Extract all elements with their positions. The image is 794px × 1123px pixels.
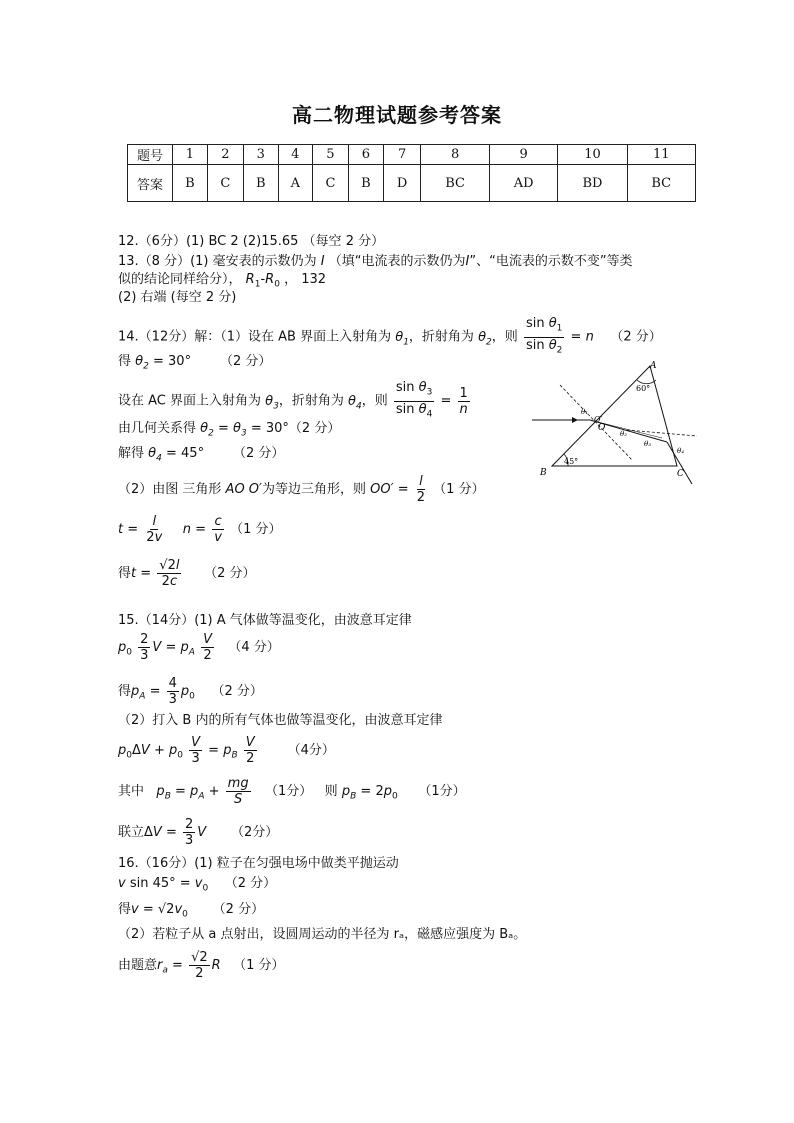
table-cell: 7	[383, 145, 421, 165]
table-cell: A	[278, 165, 312, 202]
q16-line-5: 由题意$r_a$ = $\frac{√2}{2}$ R （1 分）	[118, 950, 285, 981]
math-fraction: $\frac{\sin \theta_1}{\sin \theta_2}$	[525, 316, 563, 356]
q15-line-1: 15.（14分）(1) A 气体做等温变化，由波意耳定律	[118, 613, 412, 628]
q14-text: = 30°	[153, 354, 192, 369]
table-cell: BC	[627, 165, 695, 202]
q16-line-3: 得$v = √2v_0$ （2 分）	[118, 902, 265, 920]
q14-text: 得	[118, 566, 132, 581]
score-label: （2 分）	[212, 902, 265, 917]
score-label: （1 分）	[433, 482, 485, 497]
q15-text: 得	[118, 684, 132, 699]
q13-text: （填“电流表的示数仍为	[328, 254, 466, 269]
answer-table	[127, 144, 696, 202]
math-expr: $\theta_1$	[395, 329, 409, 348]
math-fraction: $\frac{mg}{S}$	[227, 776, 249, 807]
table-header-number: 题号	[128, 145, 173, 165]
table-cell: 6	[348, 145, 383, 165]
score-label: （2 分）	[233, 446, 285, 461]
angle-label-theta3: θ₃	[644, 440, 652, 448]
score-label: （4分）	[287, 743, 335, 758]
q15-line-7: 联立ΔV = $\frac{2}{3}$ V （2分）	[118, 817, 279, 848]
arrow-icon	[572, 417, 578, 423]
table-cell: 11	[627, 145, 695, 165]
table-header-answer: 答案	[128, 165, 173, 202]
q14-text: 解得	[118, 446, 145, 461]
q14-text: ，折射角为	[278, 393, 344, 409]
table-cell: D	[383, 165, 421, 202]
table-cell: 9	[489, 145, 558, 165]
table-cell: BC	[421, 165, 489, 202]
q14-text: 为等边三角形，则	[262, 482, 367, 497]
q15-text: 联立	[118, 825, 145, 840]
q14-line-2	[118, 354, 271, 375]
score-label: （2 分）	[204, 566, 256, 581]
math-fraction: $\frac{l}{2}$	[416, 474, 426, 505]
q14-text: 得	[118, 354, 132, 369]
score-label: （2分）	[230, 825, 279, 840]
q15-text: 则	[324, 784, 338, 799]
q13-text: ”、“电流表的示数不变”等类	[469, 254, 633, 269]
q14-line-1: 14.（12分）解：（1）设在 AB 界面上入射角为 $\theta_1$，折射角为 $\theta_2$，则 $\frac{\sin \theta_1}{\sin \theta_2}$ = n （2 分）	[118, 316, 662, 358]
math-fraction: $\frac{2}{3}$	[185, 817, 194, 848]
math-expr: $\theta_4$	[148, 446, 162, 464]
table-cell: B	[243, 165, 278, 202]
q14-text: = 45°	[166, 446, 205, 461]
table-cell: 1	[173, 145, 208, 165]
point-label-o: O	[598, 423, 606, 433]
q14-line-3: 设在 AC 界面上入射角为 $\theta_3$，折射角为 $\theta_4$，则 $\frac{\sin \theta_3}{\sin \theta_4}$ = $\frac{1}{n}$	[118, 380, 472, 422]
table-cell: C	[312, 165, 348, 202]
vertex-label-c: C	[677, 469, 684, 479]
math-expr: I	[320, 254, 325, 269]
q14-text: 设在 AC 界面上入射角为	[118, 393, 262, 409]
angle-label-45: 45°	[564, 457, 579, 466]
q16-text: 得	[118, 902, 132, 917]
prism-diagram	[532, 360, 702, 485]
q15-line-5: $p_0\Delta V + p_0$ $\frac{V}{3}$ = $p_B$ $\frac{V}{2}$ （4分）	[118, 735, 335, 766]
table-cell: 8	[421, 145, 489, 165]
q14-text: （2）由图 三角形	[118, 482, 222, 497]
score-label: （1分）	[264, 784, 313, 799]
math-expr: $\theta_4$	[348, 393, 362, 412]
angle-label-60: 60°	[636, 384, 651, 393]
math-expr: $\theta_2 = \theta_3$	[200, 421, 247, 439]
q14-text: ，则	[491, 329, 518, 345]
q13-text: 13.（8 分）(1) 毫安表的示数仍为	[118, 254, 317, 269]
math-fraction: $\frac{√2}{2}$	[191, 950, 208, 981]
q16-line-1: 16.（16分）(1) 粒子在匀强电场中做类平抛运动	[118, 856, 399, 871]
q14-line-7: t = $\frac{l}{2v}$ n = $\frac{c}{v}$ （1 分）	[118, 514, 282, 545]
q14-text: ，则	[361, 393, 388, 409]
table-cell: B	[348, 165, 383, 202]
vertex-label-a: A	[650, 361, 657, 371]
math-fraction: $\frac{V}{2}$	[203, 632, 212, 663]
math-expr: AO O′	[225, 482, 262, 497]
q16-line-4: （2）若粒子从 a 点射出，设圆周运动的半径为 rₐ，磁感应强度为 Bₐ。	[118, 927, 527, 942]
score-label: （1分）	[418, 784, 466, 799]
q14-text: = 30°（2 分）	[250, 421, 341, 436]
q13-line-3: (2) 右端 (每空 2 分)	[118, 290, 237, 305]
table-cell: C	[207, 165, 243, 202]
q16-text: 由题意	[118, 958, 158, 973]
math-expr: $\theta_2$	[478, 329, 492, 348]
prism-triangle	[552, 366, 677, 466]
vertex-label-b: B	[540, 468, 547, 478]
q15-text: 其中	[118, 784, 145, 799]
answer-table-number-row	[128, 145, 696, 165]
math-expr: R	[245, 272, 255, 287]
table-cell: AD	[489, 165, 558, 202]
q14-text: ，折射角为	[408, 329, 474, 345]
math-fraction: $\frac{V}{2}$	[245, 735, 255, 766]
answer-table-answer-row	[128, 165, 696, 202]
page-title: 高二物理试题参考答案	[292, 103, 502, 127]
math-fraction: $\frac{2}{3}$	[140, 632, 149, 663]
score-label: （2 分）	[610, 329, 662, 345]
table-cell: 4	[278, 145, 312, 165]
q15-line-2: $p_0$ $\frac{2}{3}$ $V = p_A$ $\frac{V}{2}$ （4 分）	[118, 632, 280, 663]
score-label: （2 分）	[220, 354, 272, 369]
table-cell: B	[173, 165, 208, 202]
math-expr: I	[465, 254, 470, 269]
point-label-o-prime: O′	[594, 415, 603, 424]
q14-line-6: （2）由图 三角形 AO O′为等边三角形，则 OO′ = $\frac{l}{2}$ （1 分）	[118, 474, 485, 505]
score-label: （1 分）	[233, 958, 285, 973]
math-fraction: $\frac{\sin \theta_3}{\sin \theta_4}$	[395, 380, 433, 420]
angle-label-theta1: θ₁	[581, 408, 589, 416]
math-fraction: $\frac{√2l}{2c}$	[159, 558, 180, 589]
score-label: （2 分）	[211, 684, 263, 699]
q16-line-2: v $\sin 45^\circ = v_0$ （2 分）	[118, 876, 277, 894]
angle-label-theta2: θ₂	[620, 430, 628, 438]
q14-line-8: 得t = $\frac{√2l}{2c}$ （2 分）	[118, 558, 256, 589]
q14-text: 14.（12分）解：（1）设在 AB 界面上入射角为	[118, 329, 392, 345]
q15-line-3: 得$p_A$ = $\frac{4}{3}$ $p_0$ （2 分）	[118, 676, 263, 707]
table-cell: 3	[243, 145, 278, 165]
q15-line-6: 其中 $p_B = p_A$ + $\frac{mg}{S}$ （1分） 则 $p_B = 2p_0$ （1分）	[118, 776, 466, 807]
angle-label-theta4: θ₄	[677, 447, 685, 455]
math-fraction: $\frac{l}{2v}$	[146, 514, 163, 545]
q13-text: 似的结论同样给分），	[118, 272, 242, 287]
q15-line-4: （2）打入 B 内的所有气体也做等温变化，由波意耳定律	[118, 713, 443, 728]
score-label: （1 分）	[230, 522, 282, 537]
math-fraction: $\frac{4}{3}$	[168, 676, 177, 707]
math-fraction: $\frac{V}{3}$	[191, 735, 201, 766]
math-expr: $\theta_3$	[265, 393, 279, 412]
q13-line-2: 似的结论同样给分）， $R_1-R_0$ ， 132	[118, 272, 327, 290]
math-expr: OO′	[370, 482, 394, 497]
score-label: （4 分）	[228, 640, 280, 655]
math-expr: $\theta_2$	[135, 354, 149, 372]
q14-text: 由几何关系得	[118, 421, 197, 436]
math-fraction: $\frac{1}{n}$	[459, 385, 468, 417]
table-cell: 2	[207, 145, 243, 165]
table-cell: 5	[312, 145, 348, 165]
q13-line-1	[118, 254, 633, 270]
math-fraction: $\frac{c}{v}$	[214, 514, 222, 545]
table-cell: 10	[558, 145, 627, 165]
q14-line-4	[118, 421, 340, 442]
q14-line-5	[118, 446, 284, 467]
normal-line-ac	[627, 430, 697, 436]
score-label: （2 分）	[224, 876, 277, 891]
table-cell: BD	[558, 165, 627, 202]
q12-answer: 12.（6分）(1) BC 2 (2)15.65 （每空 2 分）	[118, 234, 385, 249]
q13-text: ， 132	[284, 272, 327, 287]
